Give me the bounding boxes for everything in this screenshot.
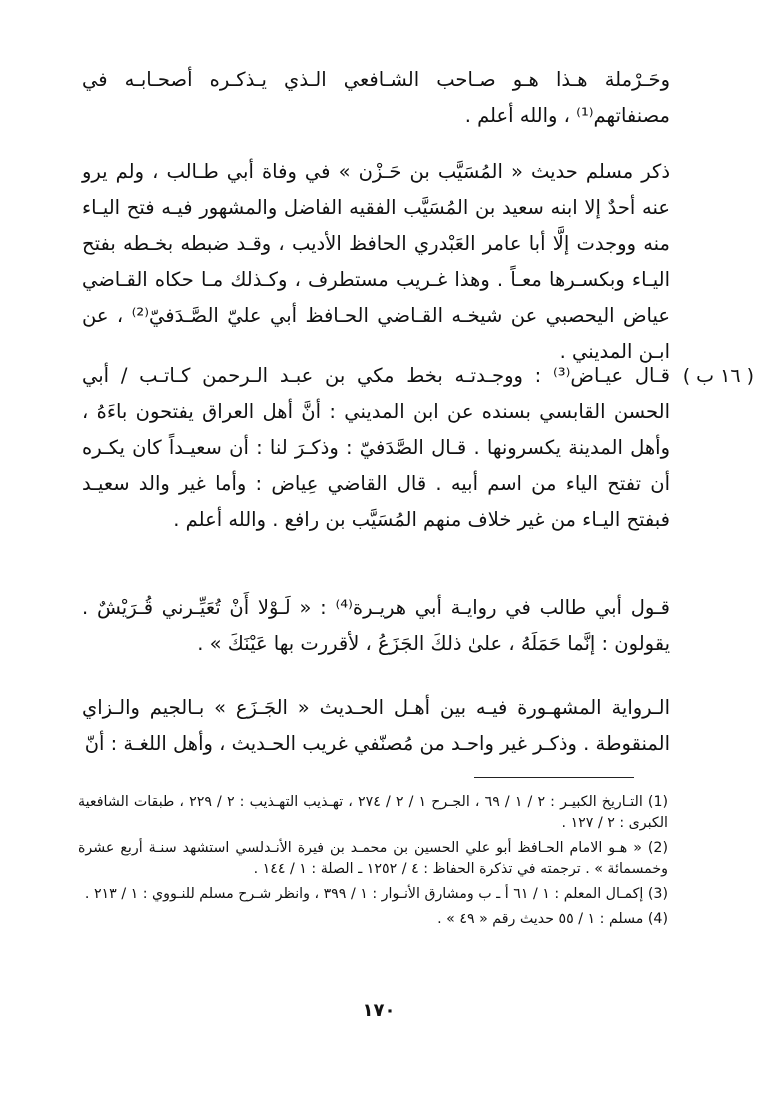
margin-folio-note: ( ١٦ ب ) [682,365,754,387]
page-number: ١٧٠ [362,1000,396,1021]
paragraph-jaza: الـرواية المشهـورة فيـه بين أهـل الحـديث « الجَـزَع » بـالجيم والـزاي المنقوطة . وذكـر غير واحـد من مُصنّفي غريب الحـديث ، وأهل اللغـة : أنّ [82,696,670,755]
paragraph-iyad: قـال عيـاض⁽³⁾ : ووجـدتـه بخط مكي بن عبـد الـرحمن كـاتـب / أبي الحسن القابسي بسنده عن ابن المديني : أنَّ أهل العراق يفتحون باءَهُ ، وأهل المدينة يكسرونها . قـال الصَّدَفيّ : وذكـرَ لنا : أن سعيـداً كان يكـره أن تفتح الياء من اسم أبيه . قال القاضي عِياض : وأما غير والد سعيـد فبفتح اليـاء من غير خلاف منهم المُسَيَّب بن رافع . والله أعلم . [82,364,670,531]
footnote-1: (1) التـاريخ الكبيـر : ٢ / ١ / ٦٩ ، الجـرح ١ / ٢ / ٢٧٤ ، تهـذيب التهـذيب : ٢ / ٢٢٩ ، طبقات الشافعية الكبرى : ٢ / ١٢٧ . [78,794,669,831]
paragraph-abu-talib: قـول أبي طالب في روايـة أبي هريـرة⁽⁴⁾ : « لَـوْلا أَنْ تُعَيِّـرني قُـرَيْشٌ . يقولون : إنَّما حَمَلَهُ ، علىٰ ذلكَ الجَزَعُ ، لأقررت بها عَيْنَكَ » . [82,596,670,655]
footnote-divider [474,777,634,778]
footnote-2: (2) « هـو الامام الحـافظ أبو علي الحسين بن محمـد بن فيرة الأنـدلسي استشهد سنـة أربع عشرة وخمسمائة » . ترجمته في تذكرة الحفاظ : ٤ / ١٢٥٢ ـ الصلة : ١ / ١٤٤ . [78,840,668,877]
footnote-3: (3) إكمـال المعلم : ١ / ٦١ أ ـ ب ومشارق الأنـوار : ١ / ٣٩٩ ، وانظر شـرح مسلم للنـووي : ١ / ٢١٣ . [84,886,668,902]
paragraph-musayyab: ذكر مسلم حديث « المُسَيَّب بن حَـزْن » في وفاة أبي طـالب ، ولم يرو عنه أحدٌ إلا ابنه سعيد بن المُسَيَّب الفقيه الفاضل والمشهور فيـه فتح اليـاء منه ووجدت إلَّا أبا عامر العَبْدري الحافظ الأديب ، وقـد ضبطه بخـطه بفتح اليـاء وبكسـرها معـاً . وهذا غـريب مستطرف ، وكـذلك مـا حكاه القـاضي عياض اليحصبي عن شيخـه القـاضي الحـافظ أبي عليّ الصَّـدَفيّ⁽²⁾ ، عن ابـن المديني . [82,160,670,363]
paragraph-harmala: وحَـرْملة هـذا هـو صـاحب الشـافعي الـذي يـذكـره أصحـابـه في مصنفاتهم⁽¹⁾ ، والله أعلم . [82,68,670,127]
footnotes-section [78,792,668,934]
footnote-4: (4) مسلم : ١ / ٥٥ حديث رقم « ٤٩ » . [437,911,668,927]
